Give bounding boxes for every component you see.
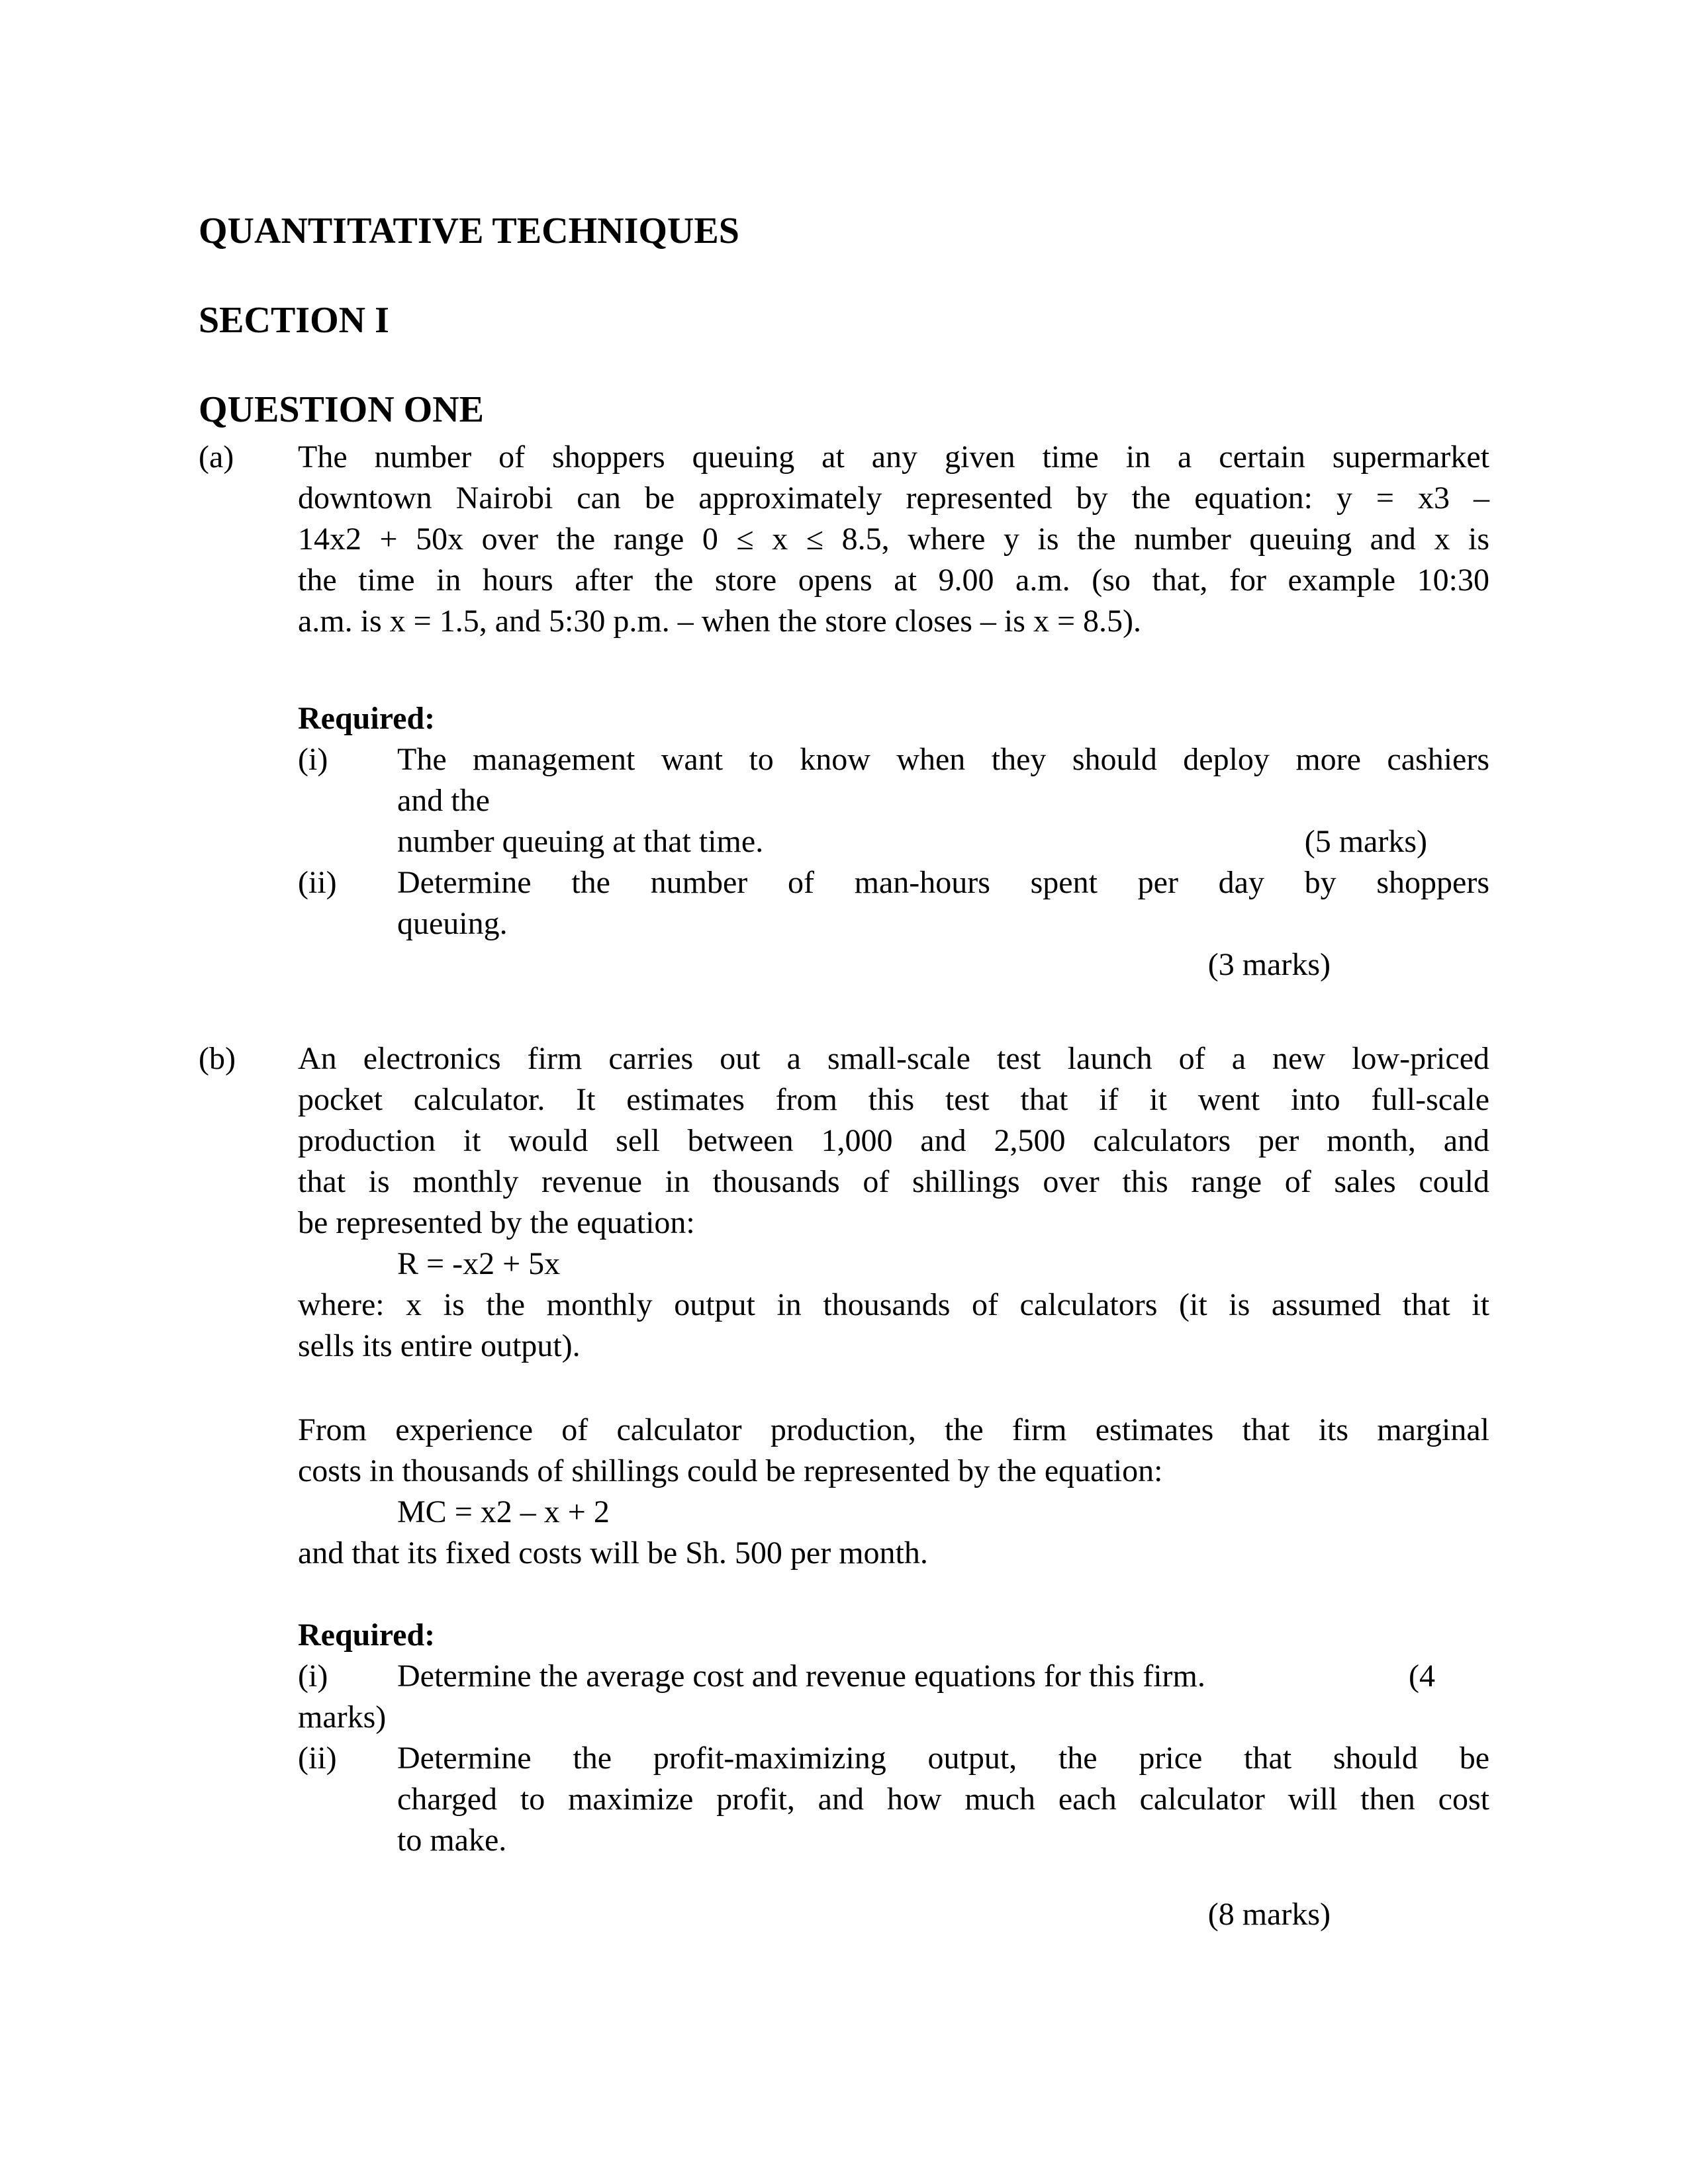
part-a-label: (a) xyxy=(199,439,234,475)
item-b-ii-body xyxy=(397,1738,1489,1935)
text-line: and the xyxy=(397,783,490,818)
experience-paragraph xyxy=(298,1410,1489,1492)
part-a xyxy=(199,437,1489,642)
text-line: The management want to know when they should deploy more cashiers xyxy=(397,742,1489,777)
part-a-required xyxy=(199,698,1489,985)
spacer xyxy=(397,1861,1489,1894)
part-a-paragraph xyxy=(298,437,1489,642)
text-line: Determine the profit-maximizing output, the price that should be xyxy=(397,1741,1489,1776)
document-title: QUANTITATIVE TECHNIQUES xyxy=(199,210,739,251)
item-a-ii-body xyxy=(397,862,1489,985)
item-b-ii xyxy=(298,1738,1489,1935)
item-b-ii-label: (ii) xyxy=(298,1741,337,1776)
text-line: to make. xyxy=(397,1823,507,1858)
text-line: be represented by the equation: xyxy=(298,1205,695,1240)
marks-4-continuation: marks) xyxy=(298,1700,387,1735)
marks-4-open: (4 xyxy=(1409,1659,1435,1694)
where-clause xyxy=(298,1285,1489,1367)
document-content xyxy=(199,210,1489,1935)
revenue-equation: R = -x2 + 5x xyxy=(397,1246,561,1281)
question-heading: QUESTION ONE xyxy=(199,389,484,430)
text-line: 14x2 + 50x over the range 0 ≤ x ≤ 8.5, where y is the number queuing and x is xyxy=(298,522,1489,557)
text-line-with-marks xyxy=(397,821,1489,862)
item-b-i-label: (i) xyxy=(298,1659,328,1694)
marks-3: (3 marks) xyxy=(1207,947,1331,982)
text-line: Determine the number of man-hours spent per day by shoppers xyxy=(397,865,1489,900)
required-heading: Required: xyxy=(298,701,436,736)
item-a-ii-text xyxy=(397,862,1489,944)
marks-5: (5 marks) xyxy=(1304,824,1427,859)
text-line: sells its entire output). xyxy=(298,1328,581,1363)
text-line: downtown Nairobi can be approximately represented by the equation: y = x3 – xyxy=(298,480,1489,516)
section-heading: SECTION I xyxy=(199,300,389,341)
text-line-with-marks xyxy=(397,1656,1489,1697)
text-line: that is monthly revenue in thousands of shillings over this range of sales could xyxy=(298,1164,1489,1199)
marks-8: (8 marks) xyxy=(1207,1897,1331,1932)
item-a-ii xyxy=(298,862,1489,985)
part-a-required-body xyxy=(298,698,1489,985)
text-line: the time in hours after the store opens at 9.00 a.m. (so that, for example 10:30 xyxy=(298,563,1489,598)
text-line: where: x is the monthly output in thousands of calculators (it is assumed that it xyxy=(298,1287,1489,1322)
spacer xyxy=(298,1367,1489,1410)
spacer xyxy=(199,985,1489,1038)
text-line: pocket calculator. It estimates from this test that if it went into full-scale xyxy=(298,1082,1489,1117)
text-line: Determine the average cost and revenue equations for this firm. xyxy=(397,1659,1205,1694)
item-b-i-body xyxy=(397,1656,1489,1697)
text-line: production it would sell between 1,000 and 2,500 calculators per month, and xyxy=(298,1123,1489,1158)
part-b-paragraph xyxy=(298,1038,1489,1244)
fixed-costs-line: and that its fixed costs will be Sh. 500 per month. xyxy=(298,1535,928,1570)
spacer xyxy=(199,642,1489,698)
item-b-ii-text xyxy=(397,1738,1489,1861)
text-line: queuing. xyxy=(397,906,508,941)
text-line: a.m. is x = 1.5, and 5:30 p.m. – when the store closes – is x = 8.5). xyxy=(298,604,1141,639)
item-a-i-body xyxy=(397,739,1489,862)
text-line: An electronics firm carries out a small-scale test launch of a new low-priced xyxy=(298,1041,1489,1076)
marginal-cost-equation: MC = x2 – x + 2 xyxy=(397,1494,610,1529)
item-a-i-label: (i) xyxy=(298,742,328,777)
text-line: charged to maximize profit, and how much each calculator will then cost xyxy=(397,1782,1489,1817)
spacer xyxy=(298,1574,1489,1615)
part-b-body xyxy=(298,1038,1489,1935)
text-line: costs in thousands of shillings could be represented by the equation: xyxy=(298,1453,1163,1488)
text-line: number queuing at that time. xyxy=(397,824,764,859)
part-b-label: (b) xyxy=(199,1041,236,1076)
item-a-i xyxy=(298,739,1489,862)
text-line: From experience of calculator production, the firm estimates that its marginal xyxy=(298,1412,1489,1447)
item-b-i xyxy=(298,1656,1489,1697)
required-heading: Required: xyxy=(298,1617,436,1653)
text-line: The number of shoppers queuing at any given time in a certain supermarket xyxy=(298,439,1489,475)
part-b xyxy=(199,1038,1489,1935)
item-a-ii-label: (ii) xyxy=(298,865,337,900)
